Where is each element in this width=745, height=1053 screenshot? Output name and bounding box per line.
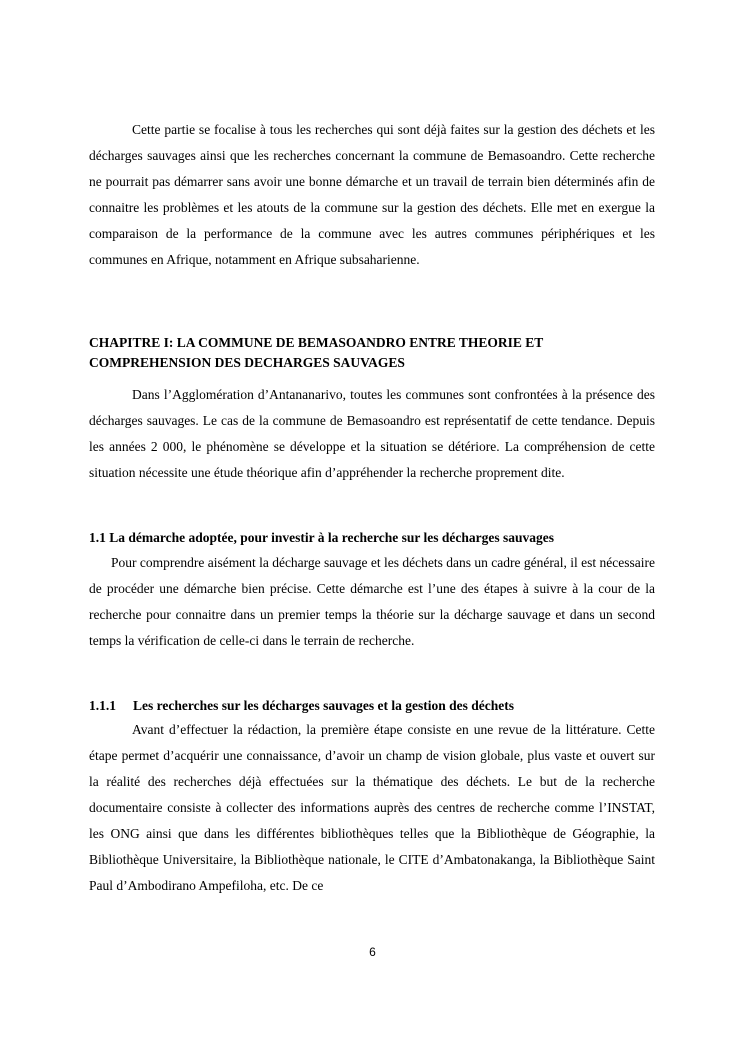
chapter-heading-line-1: CHAPITRE I: LA COMMUNE DE BEMASOANDRO ENTRE THEORIE ET (89, 335, 544, 350)
chapter-intro-paragraph: Dans l’Agglomération d’Antananarivo, toutes les communes sont confrontées à la présence des décharges sauvages. Le cas de la commune de Bemasoandro est représentatif de cette tendance. Depuis les années 2 000, le phénomène se développe et la situation se détériore. La compréhension de cette situation nécessite une étude théorique afin d’appréhender la recherche proprement dite. (89, 387, 655, 480)
section-1-1-paragraph: Pour comprendre aisément la décharge sauvage et les déchets dans un cadre général, il est nécessaire de procéder une démarche bien précise. Cette démarche est l’une des étapes à suivre à la cour de la recherche pour connaitre dans un premier temps la théorie sur la décharge sauvage et dans un second temps la vérification de celle-ci dans le terrain de recherche. (89, 555, 656, 648)
section-heading-1-1: 1.1 La démarche adoptée, pour investir à la recherche sur les décharges sauvages (89, 530, 554, 545)
intro-paragraph: Cette partie se focalise à tous les recherches qui sont déjà faites sur la gestion des déchets et les décharges sauvages ainsi que les recherches concernant la commune de Bemasoandro. Cette recherche ne pourrait pas démarrer sans avoir une bonne démarche et un travail de terrain bien déterminés afin de connaitre les problèmes et les atouts de la commune sur la gestion des déchets. Elle met en exergue la comparaison de la performance de la commune avec les autres communes périphériques et les communes en Afrique, notamment en Afrique subsaharienne. (89, 122, 655, 267)
subsection-number: 1.1.1 (89, 698, 116, 713)
chapter-heading (89, 333, 655, 373)
subsection-heading-1-1-1 (89, 696, 655, 716)
chapter-heading-line-2: COMPREHENSION DES DECHARGES SAUVAGES (89, 355, 405, 370)
subsection-title: Les recherches sur les décharges sauvages et la gestion des déchets (133, 698, 514, 713)
section-1-1-1-paragraph: Avant d’effectuer la rédaction, la première étape consiste en une revue de la littérature. Cette étape permet d’acquérir une connaissance, d’avoir un champ de vision globale, plus vaste et ouvert sur la réalité des recherches déjà effectuées sur la thématique des déchets. Le but de la recherche documentaire consiste à collecter des informations auprès des centres de recherche comme l’INSTAT, les ONG ainsi que dans les différentes bibliothèques telles que la Bibliothèque de Géographie, la Bibliothèque Universitaire, la Bibliothèque nationale, le CITE d’Ambatonakanga, la Bibliothèque Saint Paul d’Ambodirano Ampefiloha, etc. De ce (89, 722, 655, 893)
page-number: 6 (369, 945, 376, 959)
